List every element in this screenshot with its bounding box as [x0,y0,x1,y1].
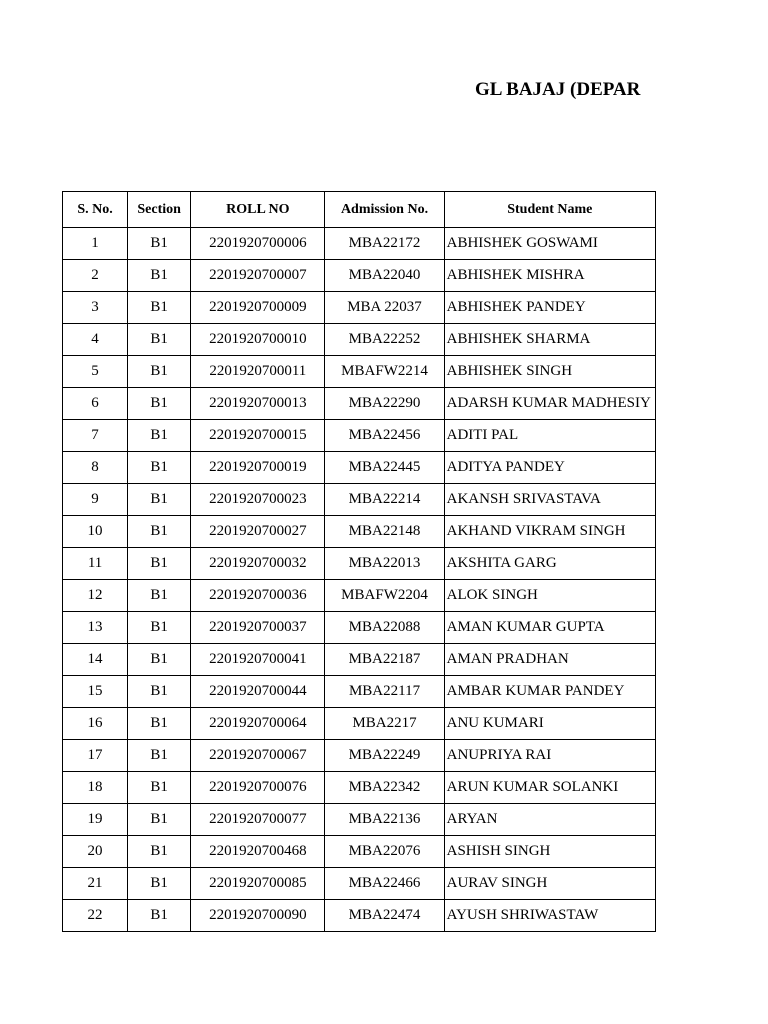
table-row [63,548,656,580]
cell-admission-no: MBA22252 [325,324,444,356]
cell-admission-no: MBA22445 [325,452,444,484]
cell-sno: 18 [63,772,128,804]
cell-roll-no: 2201920700085 [191,868,325,900]
cell-student-name: ANU KUMARI [444,708,655,740]
cell-admission-no: MBA22136 [325,804,444,836]
cell-sno: 12 [63,580,128,612]
cell-admission-no: MBA22342 [325,772,444,804]
cell-roll-no: 2201920700006 [191,228,325,260]
cell-admission-no: MBA22214 [325,484,444,516]
cell-student-name: ABHISHEK SINGH [444,356,655,388]
cell-student-name: ARYAN [444,804,655,836]
cell-student-name: AKHAND VIKRAM SINGH [444,516,655,548]
student-table [62,191,656,932]
header-roll-no: ROLL NO [191,192,325,228]
cell-sno: 1 [63,228,128,260]
cell-section: B1 [128,260,191,292]
cell-admission-no: MBA22290 [325,388,444,420]
cell-section: B1 [128,292,191,324]
cell-admission-no: MBA22466 [325,868,444,900]
table-row [63,868,656,900]
table-row [63,228,656,260]
cell-sno: 9 [63,484,128,516]
cell-roll-no: 2201920700011 [191,356,325,388]
cell-roll-no: 2201920700076 [191,772,325,804]
table-row [63,452,656,484]
table-row [63,580,656,612]
table-row [63,612,656,644]
cell-section: B1 [128,676,191,708]
cell-student-name: ANUPRIYA RAI [444,740,655,772]
table-row [63,356,656,388]
cell-admission-no: MBA 22037 [325,292,444,324]
cell-student-name: ADITI PAL [444,420,655,452]
cell-section: B1 [128,420,191,452]
cell-sno: 13 [63,612,128,644]
cell-admission-no: MBA22040 [325,260,444,292]
cell-student-name: AKSHITA GARG [444,548,655,580]
cell-roll-no: 2201920700037 [191,612,325,644]
cell-sno: 20 [63,836,128,868]
table-row [63,516,656,548]
cell-admission-no: MBA22076 [325,836,444,868]
cell-roll-no: 2201920700077 [191,804,325,836]
cell-sno: 4 [63,324,128,356]
cell-admission-no: MBA22456 [325,420,444,452]
cell-section: B1 [128,612,191,644]
cell-admission-no: MBA22172 [325,228,444,260]
table-row [63,676,656,708]
cell-sno: 19 [63,804,128,836]
cell-roll-no: 2201920700007 [191,260,325,292]
cell-sno: 7 [63,420,128,452]
table-row [63,420,656,452]
cell-roll-no: 2201920700009 [191,292,325,324]
cell-sno: 17 [63,740,128,772]
cell-admission-no: MBA22187 [325,644,444,676]
cell-admission-no: MBA22088 [325,612,444,644]
cell-sno: 22 [63,900,128,932]
title-area [0,78,655,108]
table-row [63,900,656,932]
table-row [63,484,656,516]
cell-roll-no: 2201920700067 [191,740,325,772]
cell-roll-no: 2201920700064 [191,708,325,740]
cell-student-name: ABHISHEK GOSWAMI [444,228,655,260]
cell-roll-no: 2201920700090 [191,900,325,932]
cell-sno: 11 [63,548,128,580]
header-admission-no: Admission No. [325,192,444,228]
cell-roll-no: 2201920700023 [191,484,325,516]
cell-student-name: ARUN KUMAR SOLANKI [444,772,655,804]
cell-section: B1 [128,644,191,676]
table-row [63,708,656,740]
cell-student-name: ABHISHEK PANDEY [444,292,655,324]
cell-section: B1 [128,324,191,356]
cell-sno: 3 [63,292,128,324]
page-title: GL BAJAJ (DEPAR [475,79,641,100]
cell-section: B1 [128,516,191,548]
cell-section: B1 [128,228,191,260]
header-sno: S. No. [63,192,128,228]
table-row [63,740,656,772]
cell-admission-no: MBA22117 [325,676,444,708]
table-row [63,804,656,836]
cell-student-name: AYUSH SHRIWASTAW [444,900,655,932]
cell-student-name: AMAN PRADHAN [444,644,655,676]
cell-student-name: AURAV SINGH [444,868,655,900]
cell-admission-no: MBA22148 [325,516,444,548]
table-row [63,772,656,804]
cell-sno: 15 [63,676,128,708]
cell-section: B1 [128,356,191,388]
cell-admission-no: MBA22249 [325,740,444,772]
cell-admission-no: MBA22474 [325,900,444,932]
cell-student-name: ABHISHEK MISHRA [444,260,655,292]
cell-admission-no: MBA22013 [325,548,444,580]
cell-sno: 8 [63,452,128,484]
cell-sno: 14 [63,644,128,676]
cell-section: B1 [128,388,191,420]
cell-roll-no: 2201920700468 [191,836,325,868]
cell-section: B1 [128,708,191,740]
header-section: Section [128,192,191,228]
table-row [63,644,656,676]
header-student-name: Student Name [444,192,655,228]
cell-section: B1 [128,580,191,612]
table-row [63,324,656,356]
cell-section: B1 [128,868,191,900]
cell-student-name: ADARSH KUMAR MADHESIY [444,388,655,420]
cell-section: B1 [128,900,191,932]
cell-student-name: ASHISH SINGH [444,836,655,868]
cell-roll-no: 2201920700036 [191,580,325,612]
cell-sno: 6 [63,388,128,420]
cell-student-name: ABHISHEK SHARMA [444,324,655,356]
cell-section: B1 [128,772,191,804]
cell-roll-no: 2201920700013 [191,388,325,420]
cell-student-name: AMBAR KUMAR PANDEY [444,676,655,708]
cell-section: B1 [128,740,191,772]
cell-sno: 2 [63,260,128,292]
cell-admission-no: MBAFW2214 [325,356,444,388]
table-row [63,260,656,292]
cell-sno: 21 [63,868,128,900]
cell-section: B1 [128,804,191,836]
cell-roll-no: 2201920700041 [191,644,325,676]
cell-sno: 16 [63,708,128,740]
cell-roll-no: 2201920700015 [191,420,325,452]
cell-roll-no: 2201920700044 [191,676,325,708]
cell-sno: 10 [63,516,128,548]
cell-sno: 5 [63,356,128,388]
cell-section: B1 [128,836,191,868]
cell-roll-no: 2201920700032 [191,548,325,580]
cell-section: B1 [128,548,191,580]
cell-section: B1 [128,452,191,484]
table-body [63,228,656,932]
table-row [63,836,656,868]
cell-admission-no: MBAFW2204 [325,580,444,612]
table-row [63,292,656,324]
cell-roll-no: 2201920700027 [191,516,325,548]
cell-student-name: ALOK SINGH [444,580,655,612]
cell-roll-no: 2201920700010 [191,324,325,356]
table-header [63,192,656,228]
cell-student-name: ADITYA PANDEY [444,452,655,484]
cell-roll-no: 2201920700019 [191,452,325,484]
cell-student-name: AKANSH SRIVASTAVA [444,484,655,516]
cell-student-name: AMAN KUMAR GUPTA [444,612,655,644]
table-row [63,388,656,420]
cell-section: B1 [128,484,191,516]
cell-admission-no: MBA2217 [325,708,444,740]
header-row [63,192,656,228]
